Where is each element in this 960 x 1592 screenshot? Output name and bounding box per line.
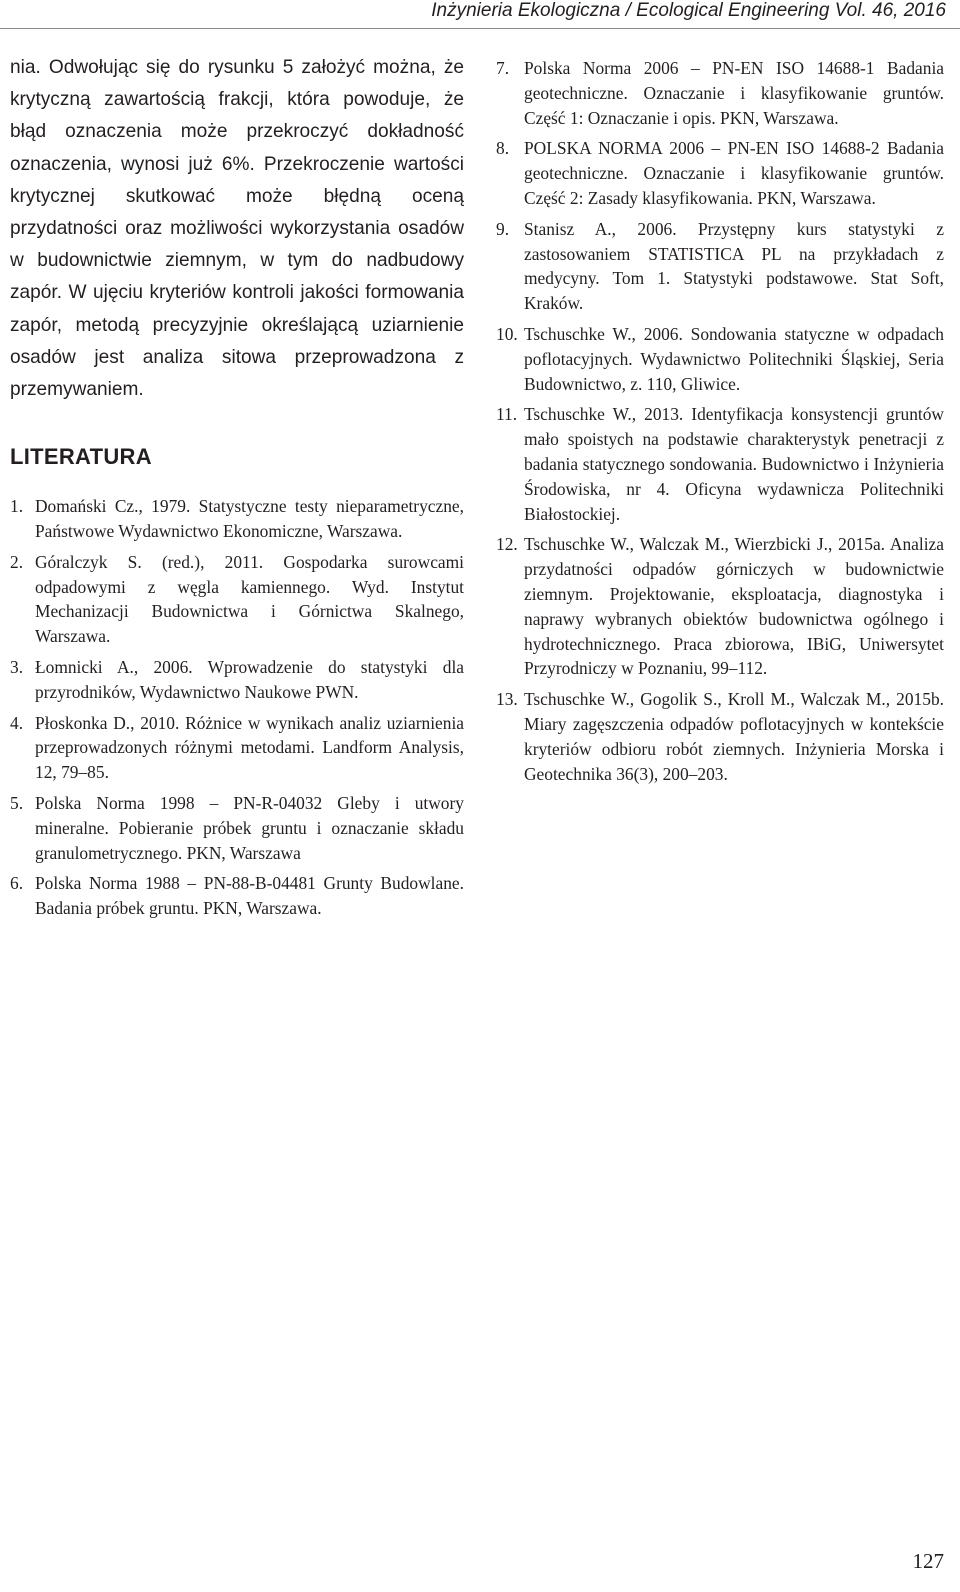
reference-number: 7. bbox=[496, 58, 510, 78]
reference-text: Tschuschke W., Gogolik S., Kroll M., Walczak M., 2015b. Miary zagęszczenia odpadów poflotacyjnych w kontekście kryteriów odbioru robót ziemnych. Inżynieria Morska i Geotechnika 36(3), 200–203. bbox=[524, 689, 944, 784]
reference-number: 12. bbox=[496, 534, 518, 555]
literature-heading: LITERATURA bbox=[10, 444, 152, 470]
body-paragraph: nia. Odwołując się do rysunku 5 założyć można, że krytyczną zawartością frakcji, która powoduje, że błąd oznaczenia może przekroczyć dokładność oznaczenia, wynosi już 6%. Przekroczenie wartości krytycznej skutkować może błędną oceną przydatności oraz możliwości wykorzystania osadów w budownictwie ziemnym, w tym do nadbudowy zapór. W ujęciu kryteriów kontroli jakości formowania zapór, metodą precyzyjnie określającą uziarnienie osadów jest analiza sitowa przeprowadzona z przemywaniem. bbox=[10, 57, 464, 401]
reference-item bbox=[10, 871, 464, 921]
reference-text: POLSKA NORMA 2006 – PN-EN ISO 14688-2 Badania geotechniczne. Oznaczanie i klasyfikowanie gruntów. Część 2: Zasady klasyfikowania. PKN, Warszawa. bbox=[524, 138, 944, 208]
reference-item bbox=[496, 56, 944, 130]
reference-text: Góralczyk S. (red.), 2011. Gospodarka surowcami odpadowymi z węgla kamiennego. Wyd. Instytut Mechanizacji Budownictwa i Górnictwa Skalnego, Warszawa. bbox=[35, 551, 464, 647]
reference-list-right bbox=[496, 56, 944, 786]
reference-item bbox=[10, 711, 464, 785]
reference-item bbox=[496, 532, 944, 681]
reference-text: Polska Norma 1998 – PN-R-04032 Gleby i utwory mineralne. Pobieranie próbek gruntu i oznaczanie składu granulometrycznego. PKN, Warszawa bbox=[35, 793, 464, 863]
reference-number: 13. bbox=[496, 689, 518, 710]
reference-text: Tschuschke W., Walczak M., Wierzbicki J., 2015a. Analiza przydatności odpadów górniczych w budownictwie ziemnym. Projektowanie, eksploatacja, diagnostyka i naprawy wybranych obiektów budownictwa ogólnego i hydrotechnicznego. Praca zbiorowa, IBiG, Uniwersytet Przyrodniczy w Poznaniu, 99–112. bbox=[524, 534, 944, 679]
reference-number: 6. bbox=[10, 873, 24, 894]
reference-list-left bbox=[10, 494, 464, 921]
reference-number: 10. bbox=[496, 323, 518, 344]
reference-item bbox=[496, 687, 944, 786]
reference-number: 3. bbox=[10, 657, 24, 678]
reference-number: 5. bbox=[10, 793, 24, 813]
reference-number: 1. bbox=[10, 496, 24, 517]
reference-text: Domański Cz., 1979. Statystyczne testy nieparametryczne, Państwowe Wydawnictwo Ekonomiczne, Warszawa. bbox=[35, 496, 464, 542]
reference-text: Płoskonka D., 2010. Różnice w wynikach analiz uziarnienia przeprowadzonych różnymi metodami. Landform Analysis, 12, 79–85. bbox=[35, 712, 464, 783]
reference-text: Tschuschke W., 2006. Sondowania statyczne w odpadach poflotacyjnych. Wydawnictwo Politechniki Śląskiej, Seria Budownictwo, z. 110, Gliwice. bbox=[524, 323, 944, 394]
page-number: 127 bbox=[912, 1549, 944, 1573]
reference-text: Łomnicki A., 2006. Wprowadzenie do statystyki dla przyrodników, Wydawnictwo Naukowe PWN. bbox=[35, 657, 464, 702]
reference-item bbox=[10, 655, 464, 705]
reference-text: Tschuschke W., 2013. Identyfikacja konsystencji gruntów mało spoistych na podstawie charakterystyk penetracji z badania statycznego sondowania. Budownictwo i Inżynieria Środowiska, nr 4. Oficyna wydawnicza Politechniki Białostockiej. bbox=[524, 404, 944, 524]
reference-item bbox=[496, 136, 944, 210]
reference-item bbox=[496, 217, 944, 316]
reference-text: Polska Norma 1988 – PN-88-B-04481 Grunty Budowlane. Badania próbek gruntu. PKN, Warszawa. bbox=[35, 873, 464, 919]
reference-item bbox=[496, 322, 944, 396]
reference-number: 2. bbox=[10, 551, 24, 572]
left-column bbox=[10, 52, 464, 927]
reference-number: 9. bbox=[496, 218, 510, 239]
reference-item bbox=[10, 494, 464, 544]
reference-number: 8. bbox=[496, 138, 510, 159]
reference-text: Polska Norma 2006 – PN-EN ISO 14688-1 Badania geotechniczne. Oznaczanie i klasyfikowanie gruntów. Część 1: Oznaczanie i opis. PKN, Warszawa. bbox=[524, 58, 944, 128]
reference-item bbox=[10, 791, 464, 865]
running-header: Inżynieria Ekologiczna / Ecological Engineering Vol. 46, 2016 bbox=[431, 0, 946, 21]
reference-item bbox=[496, 402, 944, 526]
reference-text: Stanisz A., 2006. Przystępny kurs statystyki z zastosowaniem STATISTICA PL na przykładach z medycyny. Tom 1. Statystyki podstawowe. Stat Soft, Kraków. bbox=[524, 218, 944, 314]
reference-number: 11. bbox=[496, 404, 518, 425]
right-column bbox=[496, 56, 944, 792]
reference-item bbox=[10, 550, 464, 649]
header-rule bbox=[0, 28, 960, 29]
reference-number: 4. bbox=[10, 712, 24, 733]
